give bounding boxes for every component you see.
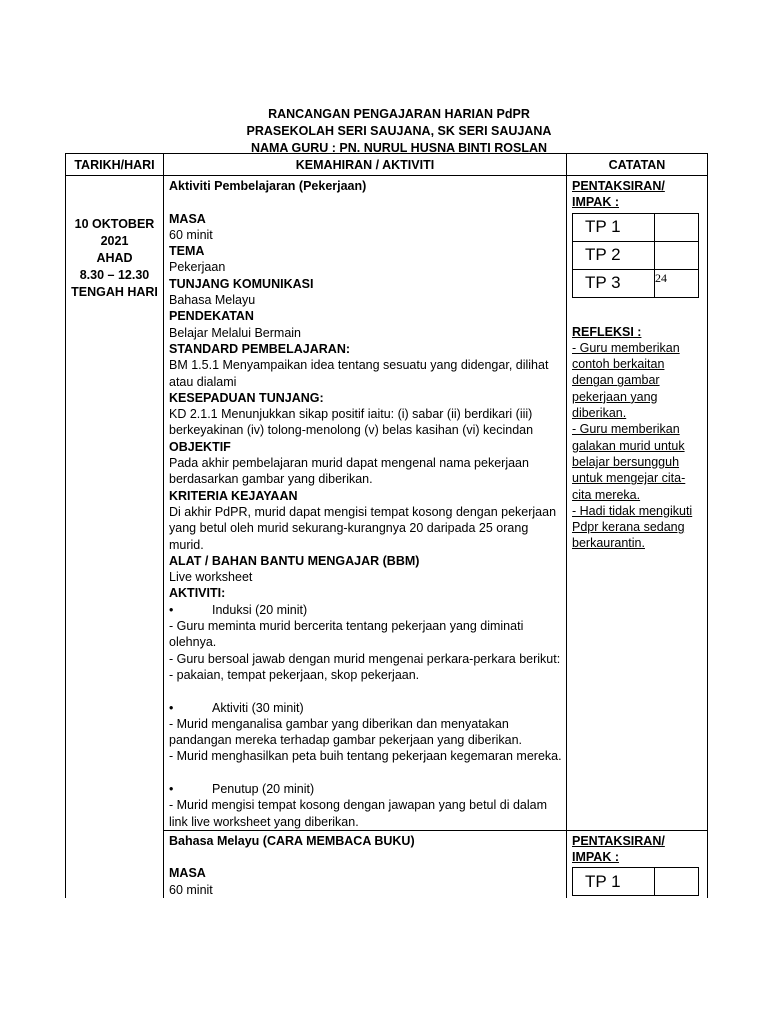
date-time: 8.30 – 12.30 xyxy=(79,268,150,282)
pentaksiran-label: PENTAKSIRAN/ IMPAK : xyxy=(572,833,665,865)
table-row xyxy=(573,241,699,269)
date-cell xyxy=(66,176,164,899)
refleksi-item-1: - Guru memberikan contoh berkaitan dengan gambar pekerjaan yang diberikan. xyxy=(572,340,680,421)
tp-label: TP 1 xyxy=(573,868,655,896)
pendekatan-label: PENDEKATAN xyxy=(169,309,254,324)
list-item xyxy=(169,781,562,797)
tp-label: TP 2 xyxy=(573,241,655,269)
date-year: 2021 xyxy=(100,234,129,248)
kesepaduan-label: KESEPADUAN TUNJANG: xyxy=(169,390,324,405)
pendekatan-value: Belajar Melalui Bermain xyxy=(169,325,302,340)
bullet-icon: • xyxy=(169,602,174,617)
kriteria-value: Di akhir PdPR, murid dapat mengisi tempat kosong dengan pekerjaan yang betul oleh murid sekurang-kurangnya 20 daripada 25 orang murid. xyxy=(169,504,557,552)
masa-label: MASA xyxy=(169,211,206,226)
bullet-icon: • xyxy=(169,781,174,796)
bullet-icon: • xyxy=(169,700,174,715)
masa-value: 60 minit xyxy=(169,882,213,897)
table-row xyxy=(573,868,699,896)
pentaksiran-label: PENTAKSIRAN/ IMPAK : xyxy=(572,179,665,210)
date-weekday: AHAD xyxy=(96,251,133,265)
penutup-step-1: - Murid mengisi tempat kosong dengan jawapan yang betul di dalam link live worksheet yang diberikan. xyxy=(169,798,548,829)
header-school: PRASEKOLAH SERI SAUJANA, SK SERI SAUJANA xyxy=(246,124,552,138)
header-title: RANCANGAN PENGAJARAN HARIAN PdPR xyxy=(268,107,530,121)
masa-label: MASA xyxy=(169,866,206,881)
induksi-step-2: - Guru bersoal jawab dengan murid mengenai perkara-perkara berikut: xyxy=(169,651,561,666)
lesson-plan-table xyxy=(65,153,708,898)
tunjang-label: TUNJANG KOMUNIKASI xyxy=(169,276,314,291)
standard-label: STANDARD PEMBELAJARAN: xyxy=(169,341,351,356)
masa-value: 60 minit xyxy=(169,227,213,242)
aktiviti-step-1: - Murid menganalisa gambar yang diberikan dan menyatakan pandangan mereka terhadap gambar pekerjaan yang diberikan. xyxy=(169,716,523,748)
kriteria-label: KRITERIA KEJAYAAN xyxy=(169,488,298,503)
activity-cell xyxy=(164,176,567,831)
tunjang-value: Bahasa Melayu xyxy=(169,293,256,308)
penutup-heading: Penutup (20 minit) xyxy=(212,781,315,796)
bbm-label: ALAT / BAHAN BANTU MENGAJAR (BBM) xyxy=(169,553,420,568)
aktiviti-step-2: - Murid menghasilkan peta buih tentang pekerjaan kegemaran mereka. xyxy=(169,749,562,764)
tp-value xyxy=(655,241,699,269)
tp-value: 24 xyxy=(655,269,699,297)
objektif-value: Pada akhir pembelajaran murid dapat mengenal nama pekerjaan berdasarkan gambar yang diberikan. xyxy=(169,456,529,487)
list-item xyxy=(169,602,562,618)
date-period: TENGAH HARI xyxy=(71,285,158,299)
table-row xyxy=(573,269,699,297)
objektif-label: OBJEKTIF xyxy=(169,439,231,454)
table-row xyxy=(66,176,708,831)
tema-label: TEMA xyxy=(169,244,205,259)
col-header-date: TARIKH/HARI xyxy=(66,154,164,176)
table-header-row xyxy=(66,154,708,176)
activity-title: Aktiviti Pembelajaran (Pekerjaan) xyxy=(169,179,367,193)
tp-label: TP 3 xyxy=(573,269,655,297)
date-day: 10 OKTOBER xyxy=(74,217,155,231)
bbm-value: Live worksheet xyxy=(169,570,253,585)
refleksi-item-3: - Hadi tidak mengikuti Pdpr kerana sedang berkaurantin. xyxy=(572,503,693,551)
induksi-heading: Induksi (20 minit) xyxy=(212,602,308,617)
header-teacher: NAMA GURU : PN. NURUL HUSNA BINTI ROSLAN xyxy=(250,141,548,155)
standard-value: BM 1.5.1 Menyampaikan idea tentang sesuatu yang didengar, dilihat atau dialami xyxy=(169,358,549,389)
table-row xyxy=(573,213,699,241)
tp-label: TP 1 xyxy=(573,213,655,241)
document-header xyxy=(0,106,768,157)
tp-table xyxy=(572,213,699,298)
tp-value xyxy=(655,213,699,241)
list-item xyxy=(169,700,562,716)
induksi-step-1: - Guru meminta murid bercerita tentang pekerjaan yang diminati olehnya. xyxy=(169,619,524,650)
notes-cell xyxy=(567,176,708,831)
kesepaduan-value: KD 2.1.1 Menunjukkan sikap positif iaitu: (i) sabar (ii) berdikari (iii) berkeyakinan (iv) tolong-menolong (v) belas kasihan (vi) kecindan xyxy=(169,407,534,438)
refleksi-label: REFLEKSI : xyxy=(572,324,642,339)
tp-value xyxy=(655,868,699,896)
tp-table xyxy=(572,867,699,896)
activity-cell xyxy=(164,830,567,898)
col-header-activity: KEMAHIRAN / AKTIVITI xyxy=(164,154,567,176)
tema-value: Pekerjaan xyxy=(169,260,226,275)
notes-cell xyxy=(567,830,708,898)
refleksi-item-2: - Guru memberikan galakan murid untuk belajar bersungguh untuk mengejar cita-cita mereka. xyxy=(572,422,686,502)
aktiviti-heading: Aktiviti (30 minit) xyxy=(212,700,304,715)
activity-title: Bahasa Melayu (CARA MEMBACA BUKU) xyxy=(169,833,415,848)
aktiviti-label: AKTIVITI: xyxy=(169,586,226,601)
col-header-notes: CATATAN xyxy=(567,154,708,176)
induksi-step-3: - pakaian, tempat pekerjaan, skop pekerjaan. xyxy=(169,667,420,682)
